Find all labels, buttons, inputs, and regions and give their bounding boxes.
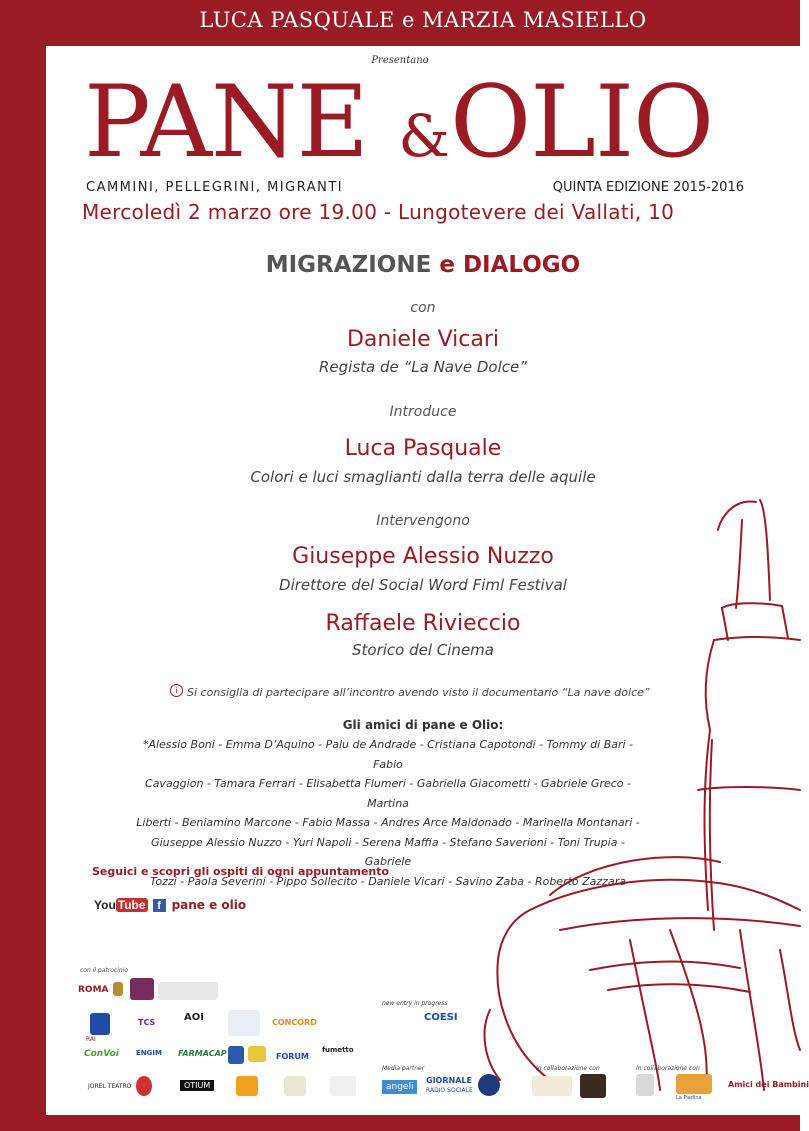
friends-line: Cavaggion - Tamara Ferrari - Elisabetta Flumeri - Gabriella Giacometti - Gabriele Greco - Martina	[145, 777, 631, 810]
theme-part-1: MIGRAZIONE	[265, 252, 432, 278]
note-text: Si consiglia di partecipare all’incontro avendo visto il documentario “La nave dolce”	[187, 686, 650, 699]
facebook-icon[interactable]: f	[153, 899, 166, 912]
piadina-logo-icon	[676, 1074, 712, 1094]
people-logo-icon	[228, 1046, 244, 1064]
guest-name-nuzzo: Giuseppe Alessio Nuzzo	[292, 544, 554, 569]
aoi-logo: AOI	[184, 1012, 204, 1023]
forum-logo: FORUM	[276, 1052, 309, 1061]
date-location: Mercoledì 2 marzo ore 19.00 - Lungotevere dei Vallati, 10	[82, 200, 675, 224]
centro-logo-icon	[228, 1010, 260, 1036]
presenters-heading: LUCA PASQUALE e MARZIA MASIELLO	[199, 8, 647, 32]
session-theme	[46, 252, 800, 278]
rai-logo-icon	[90, 1013, 110, 1035]
rai-label: RAI	[86, 1036, 96, 1043]
convoi-logo: ConVoi	[84, 1049, 119, 1059]
youtube-tube: Tube	[117, 898, 146, 912]
intervengono-label: Intervengono	[376, 513, 470, 529]
giornale-logo: GIORNALE	[426, 1076, 472, 1085]
vatican-crest-icon	[636, 1074, 654, 1096]
youtube-you: You	[94, 898, 116, 912]
guest-role-nuzzo: Direttore del Social Word Fiml Festival	[279, 576, 567, 594]
yellow-logo-icon	[248, 1046, 266, 1062]
presentano-label: Presentano	[371, 55, 429, 66]
friends-line: Tozzi - Paola Severini - Pippo Sollecito - Daniele Vicari - Savino Zaba - Roberto Zazzara	[150, 874, 626, 888]
collab-label-2: In collaborazione con	[636, 1065, 700, 1072]
con-label: con	[410, 300, 436, 316]
round-logo-icon	[478, 1074, 500, 1096]
guest-name-pasquale: Luca Pasquale	[344, 436, 502, 461]
guest-role-pasquale: Colori e luci smaglianti dalla terra delle aquile	[250, 468, 596, 486]
engim-logo: ENGIM	[136, 1049, 162, 1057]
roma-crest-icon	[113, 982, 123, 996]
media-partner-label: Media partner	[382, 1065, 425, 1072]
orange-logo-icon	[236, 1076, 258, 1096]
theme-part-2: e	[439, 252, 455, 278]
new-entry-label: new entry in progress	[382, 1000, 448, 1007]
guest-name-vicari: Daniele Vicari	[346, 327, 500, 352]
guest-name-rivieccio: Raffaele Rivieccio	[325, 611, 521, 636]
friends-line: *Alessio Boni - Emma D’Aquino - Palu de Andrade - Cristiana Capotondi - Tommy di Bari - Fabio	[142, 738, 634, 771]
roma-logo: ROMA	[78, 985, 109, 995]
piadina-label: La Piadina	[676, 1095, 702, 1101]
angeli-logo: angeli	[382, 1080, 417, 1094]
follow-call-to-action: Seguici e scopri gli ospiti di ogni appuntamento	[92, 865, 390, 878]
fumetto-logo: fumetto	[322, 1046, 354, 1054]
coesi-logo: COESI	[424, 1012, 458, 1023]
amici-bambini-logo: Amici dei Bambini	[728, 1080, 809, 1089]
collab-label-1: In collaborazione con	[536, 1065, 600, 1072]
guest-role-rivieccio: Storico del Cinema	[352, 641, 494, 659]
pear-logo-icon	[136, 1076, 152, 1096]
theme-part-3: DIALOGO	[462, 252, 581, 278]
radio-sociale-logo: RADIO SOCIALE	[426, 1087, 473, 1094]
info-icon: i	[170, 684, 183, 697]
event-subtitle: CAMMINI, PELLEGRINI, MIGRANTI	[86, 180, 344, 195]
title-word-pane: PANE	[84, 65, 368, 180]
farmacap-logo: FARMACAP	[178, 1049, 227, 1058]
tcs-logo: TCS	[138, 1018, 156, 1027]
title-word-olio: OLIO	[450, 65, 714, 180]
guest-role-vicari: Regista de “La Nave Dolce”	[318, 358, 528, 376]
jorel-logo: JOREL TEATRO	[88, 1083, 132, 1090]
left-red-band	[0, 0, 46, 1131]
friends-line: Liberti - Beniamino Marcone - Fabio Massa - Andres Arce Maldonado - Marinella Montanari -	[136, 816, 640, 829]
social-links	[94, 898, 246, 912]
title-ampersand: &	[398, 102, 451, 170]
friends-heading: Gli amici di pane e Olio:	[342, 718, 504, 732]
social-handle[interactable]: pane e olio	[171, 898, 247, 912]
otium-logo: OTIUM	[180, 1080, 214, 1091]
friends-line: Giuseppe Alessio Nuzzo - Yuri Napoli - Serena Maffia - Stefano Saverioni - Toni Trupia - Gabriele	[151, 835, 625, 868]
beige-logo-icon	[284, 1076, 306, 1096]
concord-logo: CONCORD	[272, 1018, 317, 1027]
bottle-bread-illustration	[470, 490, 800, 1090]
associazione-logo-icon	[532, 1076, 572, 1096]
edition-label: QUINTA EDIZIONE 2015-2016	[552, 180, 744, 195]
dark-logo-icon	[580, 1074, 606, 1098]
tavolo-logo	[158, 982, 218, 1000]
introduce-label: Introduce	[389, 404, 457, 420]
patrocinio-label: con il patrocinio	[80, 967, 129, 974]
heart-logo-icon	[130, 978, 154, 1000]
youtube-icon[interactable]	[94, 898, 148, 912]
sheep-logo-icon	[330, 1076, 356, 1096]
bottom-red-band	[0, 1115, 800, 1131]
